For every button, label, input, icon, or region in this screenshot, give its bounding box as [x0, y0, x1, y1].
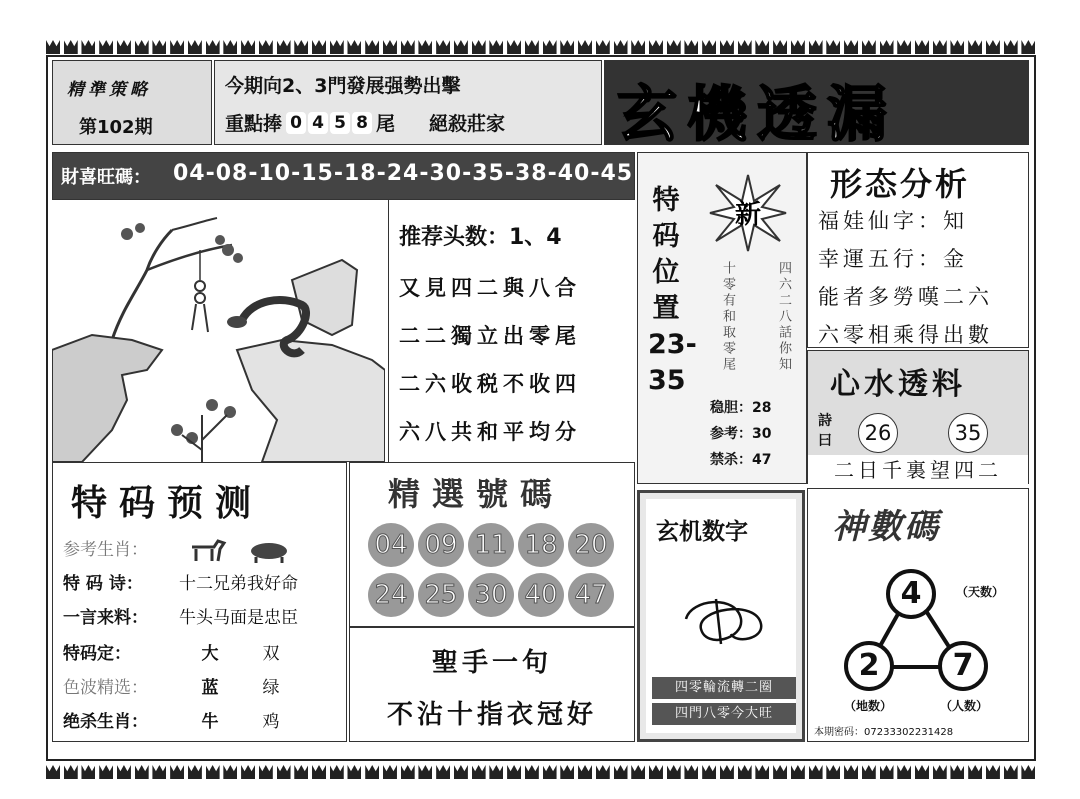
border-ornament	[1021, 40, 1035, 54]
border-ornament	[968, 40, 982, 54]
border-ornament	[206, 765, 220, 779]
lucky-label: 財喜旺碼：	[61, 167, 151, 188]
title-banner	[604, 60, 1029, 150]
issue-password: 本期密码：07233302231428	[814, 727, 954, 738]
border-ornament	[241, 765, 255, 779]
position-label: 特码位置23-35	[648, 185, 697, 396]
border-ornament	[454, 765, 468, 779]
border-ornament	[880, 765, 894, 779]
border-ornament	[1021, 765, 1035, 779]
recommend-head-numbers: 推荐头数：1、4	[399, 225, 562, 250]
border-ornament	[667, 765, 681, 779]
border-ornament	[543, 765, 557, 779]
prediction-value: 双	[262, 644, 280, 664]
shape-row: 能者多勞嘆二六	[818, 285, 993, 309]
focus-line	[225, 109, 505, 136]
border-ornament	[117, 765, 131, 779]
border-ornament	[826, 40, 840, 54]
border-ornament	[614, 40, 628, 54]
border-ornament	[365, 765, 379, 779]
border-ornament	[791, 40, 805, 54]
border-ornament	[862, 40, 876, 54]
border-ornament	[578, 40, 592, 54]
border-ornament	[560, 40, 574, 54]
stat-line: 禁杀：47	[710, 452, 772, 468]
border-ornament	[720, 40, 734, 54]
top-decor-border	[46, 40, 1036, 54]
border-ornament	[277, 40, 291, 54]
heaven-label: （天数）	[956, 585, 1005, 599]
border-ornament	[223, 40, 237, 54]
border-ornament	[667, 40, 681, 54]
heart-bottom-line: 二日千裏望四二	[808, 455, 1028, 485]
border-ornament	[347, 40, 361, 54]
position-poem-right: 四六二八話你知	[776, 261, 791, 373]
border-ornament	[188, 40, 202, 54]
heart-title: 心水透料	[830, 367, 966, 402]
border-ornament	[631, 40, 645, 54]
focus-number: 5	[330, 112, 350, 134]
number-ball: 09	[418, 523, 464, 567]
shape-title: 形态分析	[830, 165, 971, 203]
heart-water-panel	[807, 350, 1029, 484]
mystic-digits-panel	[637, 490, 805, 742]
number-ball: 25	[418, 573, 464, 617]
border-ornament	[614, 765, 628, 779]
banner-title: 玄機透漏	[617, 80, 897, 150]
border-ornament	[241, 40, 255, 54]
border-ornament	[738, 40, 752, 54]
prediction-row	[63, 569, 298, 594]
border-ornament	[312, 40, 326, 54]
prediction-value: 十二兄弟我好命	[179, 574, 298, 594]
border-ornament	[649, 765, 663, 779]
border-ornament	[401, 765, 415, 779]
prediction-key: 一言来料：	[63, 608, 148, 628]
prediction-key: 参考生肖：	[63, 540, 148, 560]
saint-title: 聖手一句	[431, 648, 552, 678]
border-ornament	[915, 765, 929, 779]
stat-line: 参考：30	[710, 426, 772, 442]
number-ball: 20	[568, 523, 614, 567]
bottom-decor-border	[46, 765, 1036, 779]
number-ball: 18	[518, 523, 564, 567]
position-poem-left: 十零有和取零尾	[720, 261, 735, 373]
number-ball: 30	[468, 573, 514, 617]
saint-line: 不沾十指衣冠好	[386, 700, 597, 730]
prediction-value: 牛	[201, 712, 219, 732]
earth-label: （地数）	[844, 699, 893, 713]
illustration-panel	[52, 200, 385, 462]
focus-number: 0	[286, 112, 306, 134]
border-ornament	[507, 765, 521, 779]
border-ornament	[915, 40, 929, 54]
border-ornament	[383, 40, 397, 54]
border-ornament	[897, 40, 911, 54]
border-ornament	[684, 40, 698, 54]
prediction-row	[63, 603, 298, 628]
border-ornament	[436, 40, 450, 54]
shape-row: 福娃仙字：知	[818, 209, 968, 233]
prediction-value: 绿	[262, 678, 280, 698]
prediction-value: 蓝	[201, 678, 219, 698]
border-ornament	[418, 765, 432, 779]
prediction-key: 色波精选：	[63, 678, 148, 698]
border-ornament	[1004, 40, 1018, 54]
new-badge-text: 新	[734, 200, 762, 230]
border-ornament	[418, 40, 432, 54]
border-ornament	[773, 40, 787, 54]
border-ornament	[702, 40, 716, 54]
lucky-numbers: 04-08-10-15-18-24-30-35-38-40-45	[173, 161, 634, 186]
mystic-foot-line: 四門八零今大旺	[652, 703, 796, 725]
shape-analysis-panel	[807, 152, 1029, 348]
border-ornament	[844, 40, 858, 54]
border-ornament	[152, 765, 166, 779]
lucky-numbers-bar	[52, 152, 635, 200]
heart-ball: 26	[858, 413, 898, 453]
border-ornament	[152, 40, 166, 54]
prediction-row	[63, 707, 301, 732]
new-badge	[708, 173, 788, 257]
number-ball: 47	[568, 573, 614, 617]
brand-panel	[52, 60, 212, 145]
border-ornament	[259, 765, 273, 779]
issue-number: 第102期	[79, 117, 153, 138]
number-ball: 04	[368, 523, 414, 567]
earth-number: 2	[844, 641, 894, 691]
border-ornament	[383, 765, 397, 779]
border-ornament	[560, 765, 574, 779]
border-ornament	[81, 40, 95, 54]
border-ornament	[720, 765, 734, 779]
border-ornament	[170, 40, 184, 54]
border-ornament	[135, 765, 149, 779]
border-ornament	[99, 40, 113, 54]
prediction-key: 特码定：	[63, 644, 131, 664]
brand-title: 精準策略	[67, 80, 151, 100]
border-ornament	[312, 765, 326, 779]
prediction-row	[63, 673, 301, 698]
number-ball: 40	[518, 573, 564, 617]
border-ornament	[738, 765, 752, 779]
border-ornament	[897, 765, 911, 779]
border-ornament	[489, 765, 503, 779]
selected-balls	[368, 523, 628, 617]
border-ornament	[986, 765, 1000, 779]
border-ornament	[294, 765, 308, 779]
focus-number: 8	[352, 112, 372, 134]
focus-label: 重點捧	[225, 113, 283, 135]
border-ornament	[223, 765, 237, 779]
border-ornament	[950, 765, 964, 779]
prediction-key: 特 码 诗：	[63, 574, 143, 594]
divine-numbers-panel	[807, 488, 1029, 742]
border-ornament	[401, 40, 415, 54]
number-ball: 24	[368, 573, 414, 617]
focus-numbers	[286, 112, 372, 134]
saint-hand-panel	[349, 627, 635, 742]
prediction-row	[63, 639, 301, 664]
border-ornament	[365, 40, 379, 54]
border-ornament	[631, 765, 645, 779]
border-ornament	[436, 765, 450, 779]
border-ornament	[330, 40, 344, 54]
border-ornament	[454, 40, 468, 54]
prediction-value: 大	[201, 644, 219, 664]
border-ornament	[950, 40, 964, 54]
border-ornament	[472, 765, 486, 779]
snake-cliff-illustration	[52, 200, 385, 462]
border-ornament	[773, 765, 787, 779]
border-ornament	[277, 765, 291, 779]
border-ornament	[81, 765, 95, 779]
tip-line: 又見四二與八合	[399, 276, 581, 300]
selected-title: 精選號碼	[388, 475, 565, 513]
focus-number: 4	[308, 112, 328, 134]
border-ornament	[525, 40, 539, 54]
border-ornament	[755, 40, 769, 54]
border-ornament	[1004, 765, 1018, 779]
border-ornament	[135, 40, 149, 54]
stat-line: 稳胆：28	[710, 400, 772, 416]
tip-line: 二六收税不收四	[399, 372, 581, 396]
border-ornament	[755, 765, 769, 779]
border-ornament	[702, 765, 716, 779]
border-ornament	[578, 765, 592, 779]
border-ornament	[170, 765, 184, 779]
zodiac-animals-icon	[184, 535, 294, 565]
divine-title: 神數碼	[832, 507, 940, 547]
border-ornament	[507, 40, 521, 54]
human-label: （人数）	[940, 699, 989, 713]
border-ornament	[489, 40, 503, 54]
border-ornament	[46, 40, 60, 54]
border-ornament	[259, 40, 273, 54]
poem-label: 詩曰	[818, 413, 832, 449]
border-ornament	[188, 765, 202, 779]
mystic-title: 玄机数字	[656, 519, 748, 545]
border-ornament	[791, 765, 805, 779]
mystic-foot-line: 四零輪流轉二圈	[652, 677, 796, 699]
border-ornament	[206, 40, 220, 54]
heart-ball: 35	[948, 413, 988, 453]
mystic-inner	[646, 499, 796, 733]
border-ornament	[64, 40, 78, 54]
border-ornament	[826, 765, 840, 779]
border-ornament	[880, 40, 894, 54]
focus-suffix: 尾	[376, 113, 396, 135]
prediction-key: 绝杀生肖：	[63, 712, 148, 732]
shape-row: 六零相乘得出數	[818, 323, 993, 347]
border-ornament	[862, 765, 876, 779]
border-ornament	[330, 765, 344, 779]
border-ornament	[596, 765, 610, 779]
border-ornament	[525, 765, 539, 779]
prediction-value: 牛头马面是忠臣	[179, 608, 298, 628]
number-ball: 11	[468, 523, 514, 567]
border-ornament	[117, 40, 131, 54]
shape-row: 幸運五行：金	[818, 247, 968, 271]
border-ornament	[986, 40, 1000, 54]
tip-line: 二二獨立出零尾	[399, 324, 581, 348]
border-ornament	[933, 40, 947, 54]
border-ornament	[596, 40, 610, 54]
human-number: 7	[938, 641, 988, 691]
scribble-figure-icon	[646, 579, 796, 659]
kill-label: 絕殺莊家	[429, 113, 506, 135]
border-ornament	[968, 765, 982, 779]
tip-line: 六八共和平均分	[399, 420, 581, 444]
border-ornament	[809, 765, 823, 779]
prediction-value: 鸡	[262, 712, 280, 732]
prediction-row	[63, 535, 294, 565]
border-ornament	[347, 765, 361, 779]
heaven-number: 4	[886, 569, 936, 619]
border-ornament	[649, 40, 663, 54]
starburst-icon	[708, 173, 788, 253]
border-ornament	[472, 40, 486, 54]
border-ornament	[844, 765, 858, 779]
border-ornament	[543, 40, 557, 54]
border-ornament	[294, 40, 308, 54]
prediction-panel	[52, 462, 347, 742]
tips-panel	[388, 200, 635, 462]
special-position-panel	[637, 152, 807, 484]
headline-text: 今期向2、3門發展强勢出擊	[225, 75, 461, 97]
border-ornament	[809, 40, 823, 54]
border-ornament	[684, 765, 698, 779]
border-ornament	[99, 765, 113, 779]
headline-panel	[214, 60, 602, 145]
border-ornament	[64, 765, 78, 779]
border-ornament	[46, 765, 60, 779]
selected-numbers-panel	[349, 462, 635, 627]
border-ornament	[933, 765, 947, 779]
prediction-title: 特码预测	[71, 483, 264, 524]
